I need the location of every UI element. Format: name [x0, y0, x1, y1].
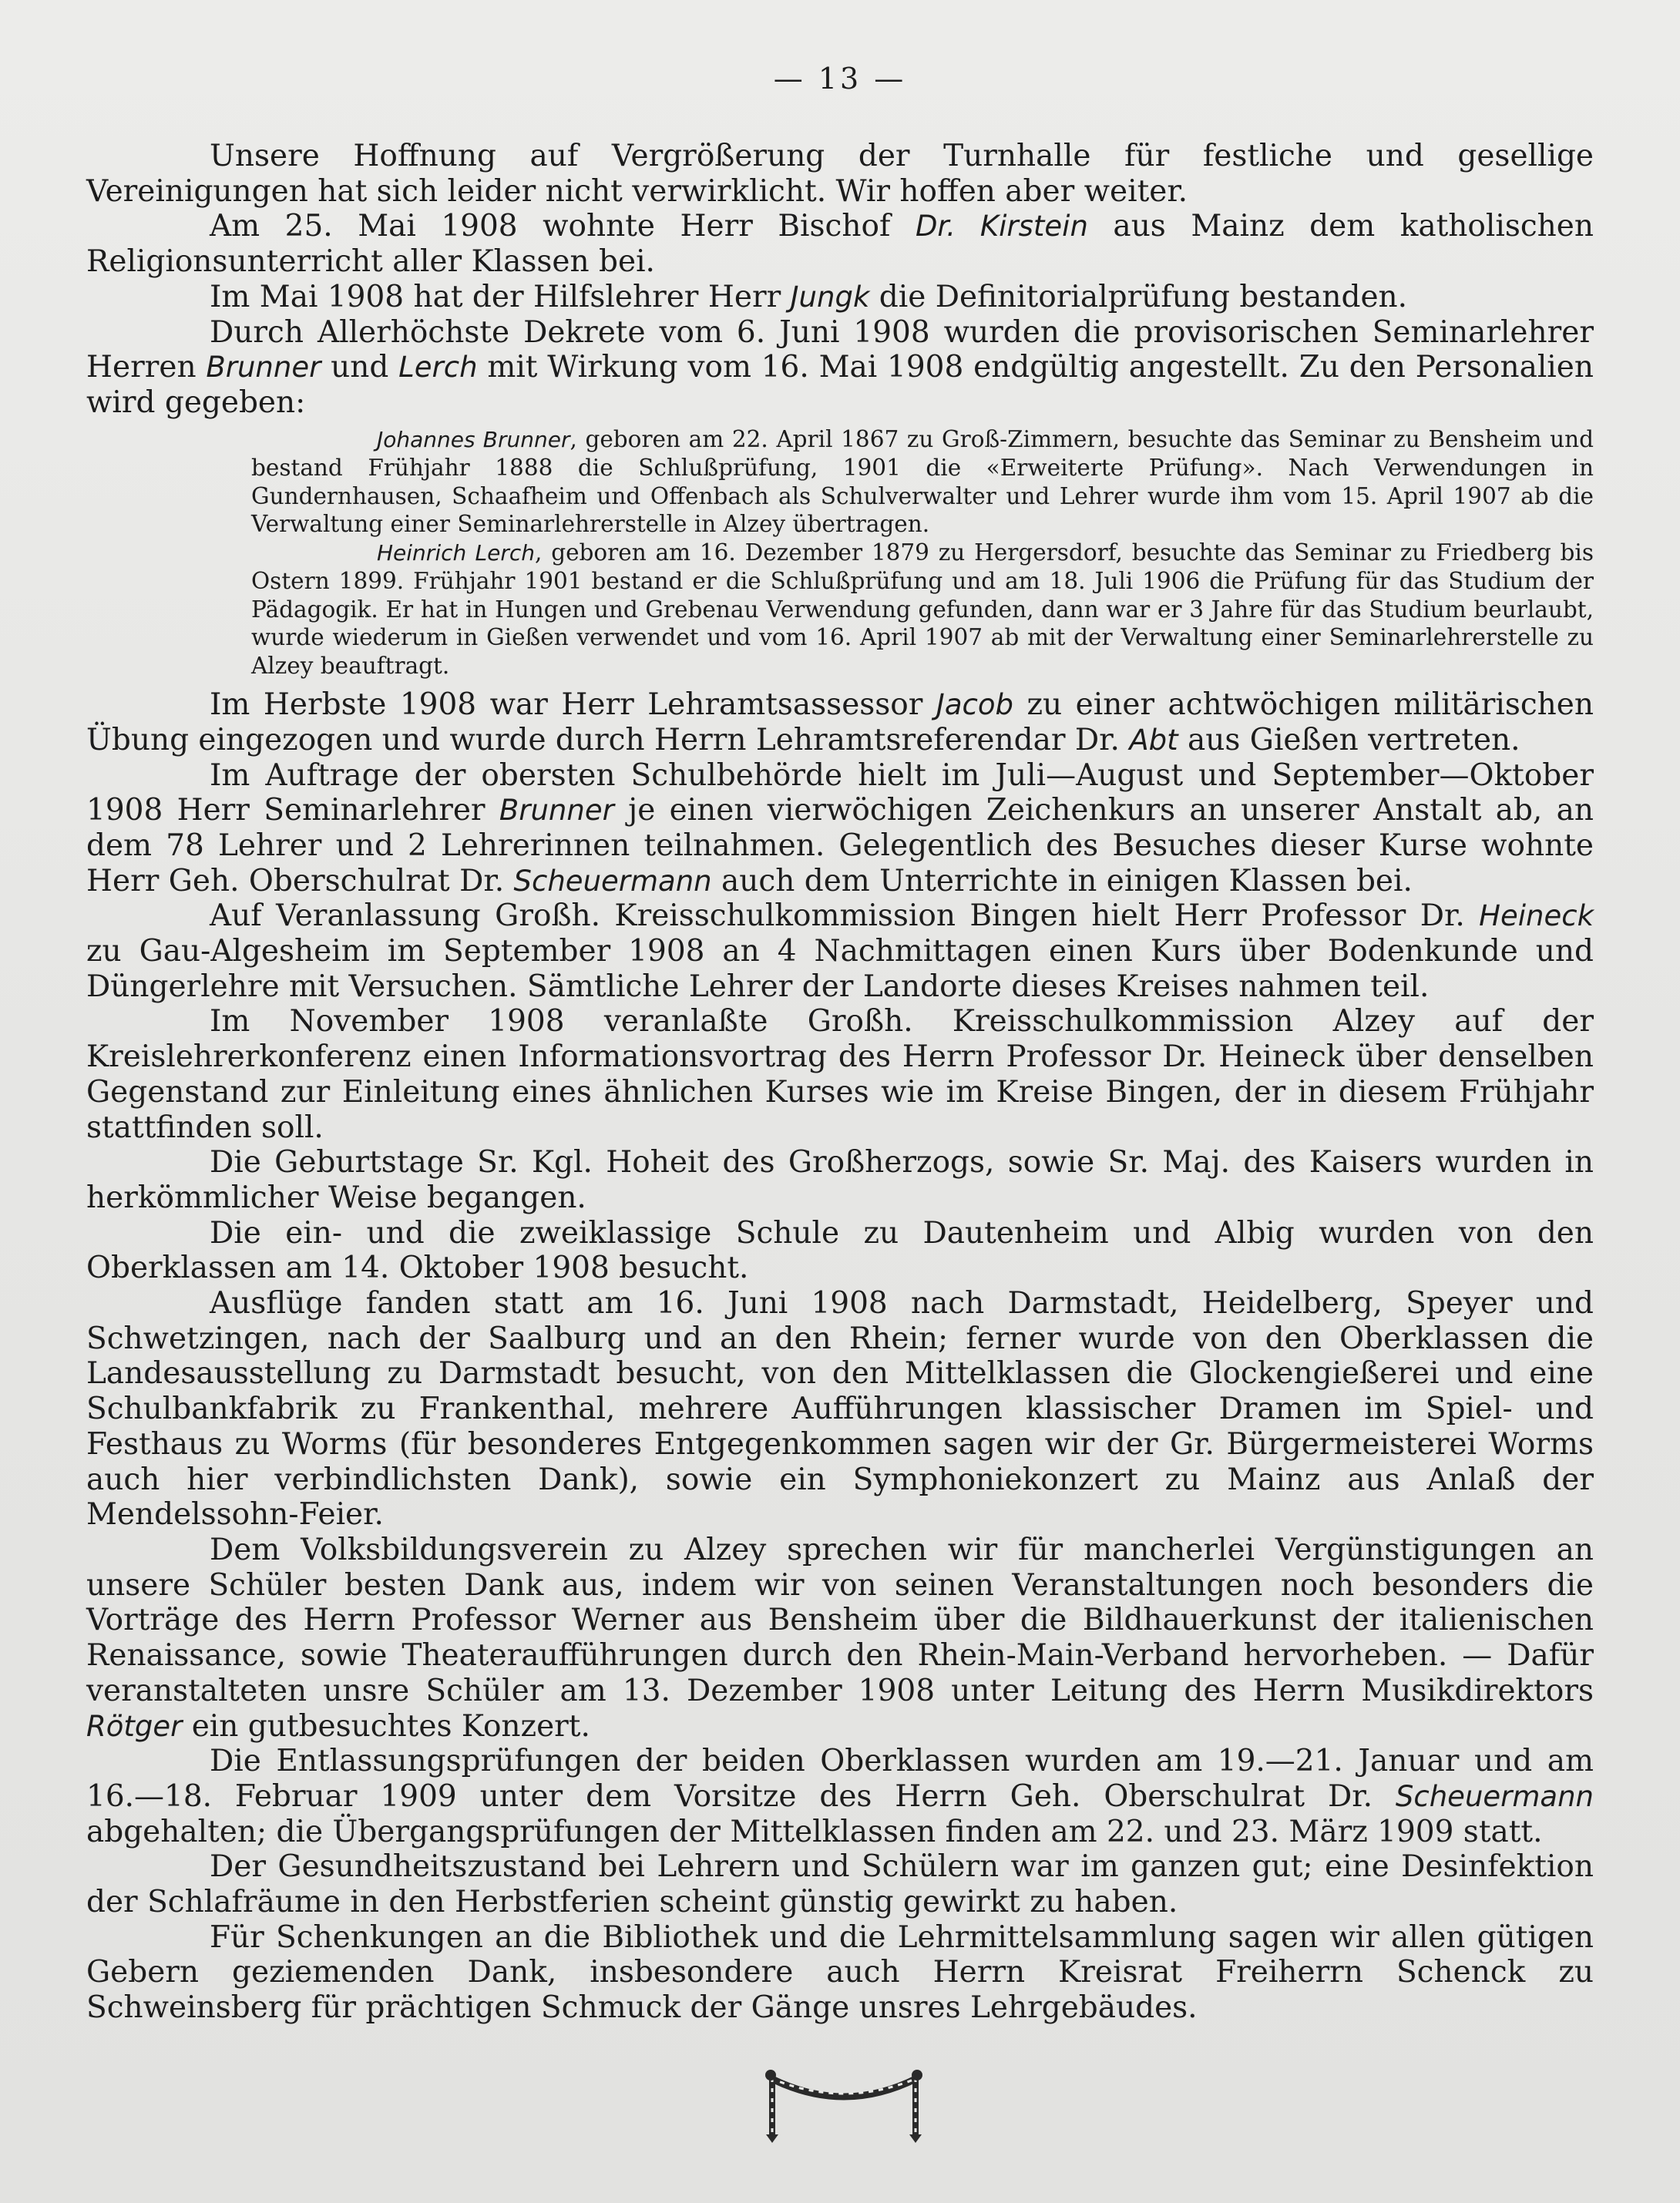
personalia-entry-s2 [251, 539, 1594, 680]
text-run: ein gutbesuchtes Konzert. [182, 1708, 590, 1744]
body-text [86, 139, 1594, 2026]
person-name: Scheuermann [513, 864, 712, 898]
text-run: aus Mainz dem katholischen Religionsunterricht aller Klassen bei. [86, 209, 1594, 280]
person-name: Dr. Kirstein [915, 210, 1088, 243]
text-run: die Definitorialprüfung bestanden. [869, 279, 1408, 314]
person-name: Heinrich Lerch [377, 539, 536, 566]
person-name: Johannes Brunner [377, 426, 570, 452]
page-number: — 13 — [773, 62, 907, 96]
person-name: Heineck [1479, 899, 1594, 933]
text-run: aus Gießen vertreten. [1178, 722, 1520, 757]
person-name: Brunner [499, 794, 614, 828]
paragraph-p11 [86, 1286, 1594, 1533]
text-run: Im Auftrage der obersten Schulbehörde hielt im Juli—August und September—Oktober 1908 Herr Seminarlehrer [86, 757, 1594, 828]
paragraph-p3 [86, 280, 1594, 315]
paragraph-group-2 [86, 687, 1594, 2026]
paragraph-p13 [86, 1744, 1594, 1849]
text-run: Die ein- und die zweiklassige Schule zu Dautenheim und Albig wurden von den Oberklassen am 14. Oktober 1908 besucht. [86, 1215, 1594, 1286]
text-run: Für Schenkungen an die Bibliothek und die Lehrmittelsammlung sagen wir allen gütigen Gebern geziemenden Dank, insbesondere auch Herrn Kreisrat Freiherrn Schenck zu Schweinsberg für prächtigen Schmuck der Gänge unsres Lehrgebäudes. [86, 1919, 1594, 2026]
paragraph-p10 [86, 1216, 1594, 1286]
text-run: auch dem Unterrichte in einigen Klassen bei. [711, 863, 1413, 898]
text-run: Im Herbste 1908 war Herr Lehramtsassessor [210, 687, 936, 723]
text-run: und [321, 350, 399, 385]
person-name: Abt [1129, 723, 1178, 757]
text-run: , geboren am 16. Dezember 1879 zu Hergersdorf, besuchte das Seminar zu Friedberg bis Ostern 1899. Frühjahr 1901 bestand er die Schlußprüfung und am 18. Juli 1906 die Prüfung für das Studium der Pädagogik. Er hat in Hungen und Grebenau Verwendung gefunden, dann war er 3 Jahre für das Studium beurlaubt, wurde wiederum in Gießen verwendet und vom 16. April 1907 ab mit der Verwaltung einer Seminarlehrerstelle zu Alzey beauftragt. [251, 539, 1594, 679]
paragraph-p15 [86, 1920, 1594, 2026]
text-run: je einen vierwöchigen Zeichenkurs an unserer Anstalt ab, an dem 78 Lehrer und 2 Lehrerinnen teilnahmen. Gelegentlich des Besuches dieser Kurse wohnte Herr Geh. Oberschulrat Dr. [86, 793, 1594, 898]
text-run: Im November 1908 veranlaßte Großh. Kreisschulkommission Alzey auf der Kreislehrerkonferenz einen Informationsvortrag des Herrn Professor Dr. Heineck über denselben Gegenstand zur Einleitung eines ähnlichen Kurses wie im Kreise Bingen, der in diesem Frühjahr stattfinden soll. [86, 1004, 1594, 1145]
text-run: abgehalten; die Übergangsprüfungen der Mittelklassen finden am 22. und 23. März 1909 statt. [86, 1814, 1543, 1849]
paragraph-p5 [86, 687, 1594, 757]
text-run: zu Gau-Algesheim im September 1908 an 4 Nachmittagen einen Kurs über Bodenkunde und Düngerlehre mit Versuchen. Sämtliche Lehrer der Landorte dieses Kreises nahmen teil. [86, 934, 1594, 1004]
person-name: Scheuermann [1395, 1779, 1594, 1813]
text-run: Dem Volksbildungsverein zu Alzey sprechen wir für mancherlei Vergünstigungen an unsere Schüler besten Dank aus, indem wir von seinen Veranstaltungen noch besonders die Vorträge des Herrn Professor Werner aus Bensheim über die Bildhauerkunst der italienischen Renaissance, sowie Theateraufführungen durch den Rhein-Main-Verband hervorheben. — Dafür veranstalteten unsre Schüler am 13. Dezember 1908 unter Leitung des Herrn Musikdirektors [86, 1533, 1594, 1708]
paragraph-group-1 [86, 139, 1594, 421]
text-run: Im Mai 1908 hat der Hilfslehrer Herr [210, 279, 791, 314]
paragraph-p14 [86, 1849, 1594, 1919]
text-run: Die Geburtstage Sr. Kgl. Hoheit des Großherzogs, sowie Sr. Maj. des Kaisers wurden in herkömmlicher Weise begangen. [86, 1145, 1594, 1215]
text-run: Die Entlassungsprüfungen der beiden Oberklassen wurden am 19.—21. Januar und am 16.—18. Februar 1909 unter dem Vorsitze des Herrn Geh. Oberschulrat Dr. [86, 1744, 1594, 1814]
paragraph-p12 [86, 1533, 1594, 1744]
text-run: Der Gesundheitszustand bei Lehrern und Schülern war im ganzen gut; eine Desinfektion der Schlafräume in den Herbstferien scheint günstig gewirkt zu haben. [86, 1849, 1594, 1920]
personalia-block [86, 425, 1594, 680]
person-name: Jungk [790, 280, 870, 314]
text-run: zu einer achtwöchigen militärischen Übung eingezogen und wurde durch Herrn Lehramtsreferendar Dr. [86, 687, 1594, 757]
person-name: Rötger [86, 1709, 183, 1743]
text-run: Durch Allerhöchste Dekrete vom 6. Juni 1908 wurden die provisorischen Seminarlehrer Herren [86, 314, 1594, 385]
text-run: mit Wirkung vom 16. Mai 1908 endgültig angestellt. Zu den Personalien wird gegeben: [86, 350, 1594, 420]
paragraph-p6 [86, 758, 1594, 899]
paragraph-p8 [86, 1004, 1594, 1145]
paragraph-p1 [86, 139, 1594, 209]
person-name: Brunner [206, 351, 321, 385]
text-run: Auf Veranlassung Großh. Kreisschulkommission Bingen hielt Herr Professor Dr. [210, 898, 1480, 934]
paragraph-p9 [86, 1145, 1594, 1215]
paragraph-p7 [86, 898, 1594, 1004]
text-run: Am 25. Mai 1908 wohnte Herr Bischof [210, 209, 916, 244]
garland-ornament-icon [755, 2061, 932, 2146]
text-run: , geboren am 22. April 1867 zu Groß-Zimmern, besuchte das Seminar zu Bensheim und bestand Frühjahr 1888 die Schlußprüfung, 1901 die «Erweiterte Prüfung». Nach Verwendungen in Gundernhausen, Schaafheim und Offenbach als Schulverwalter und Lehrer wurde ihm vom 15. April 1907 ab die Verwaltung einer Seminarlehrerstelle in Alzey übertragen. [251, 425, 1594, 538]
text-run: Ausflüge fanden statt am 16. Juni 1908 nach Darmstadt, Heidelberg, Speyer und Schwetzingen, nach der Saalburg und an den Rhein; ferner wurde von den Oberklassen die Landesausstellung zu Darmstadt besucht, von den Mittelklassen die Glockengießerei und eine Schulbankfabrik zu Frankenthal, mehrere Aufführungen klassischer Dramen im Spiel- und Festhaus zu Worms (für besonderes Entgegenkommen sagen wir der Gr. Bürgermeisterei Worms auch hier verbindlichsten Dank), sowie ein Symphoniekonzert zu Mainz aus Anlaß der Mendelssohn-Feier. [86, 1286, 1594, 1533]
person-name: Lerch [398, 351, 478, 385]
person-name: Jacob [936, 688, 1013, 722]
paragraph-p4 [86, 315, 1594, 421]
paragraph-p2 [86, 209, 1594, 279]
personalia-entry-s1 [251, 425, 1594, 539]
text-run: Unsere Hoffnung auf Vergrößerung der Turnhalle für festliche und gesellige Vereinigungen hat sich leider nicht verwirklicht. Wir hoffen aber weiter. [86, 139, 1594, 209]
